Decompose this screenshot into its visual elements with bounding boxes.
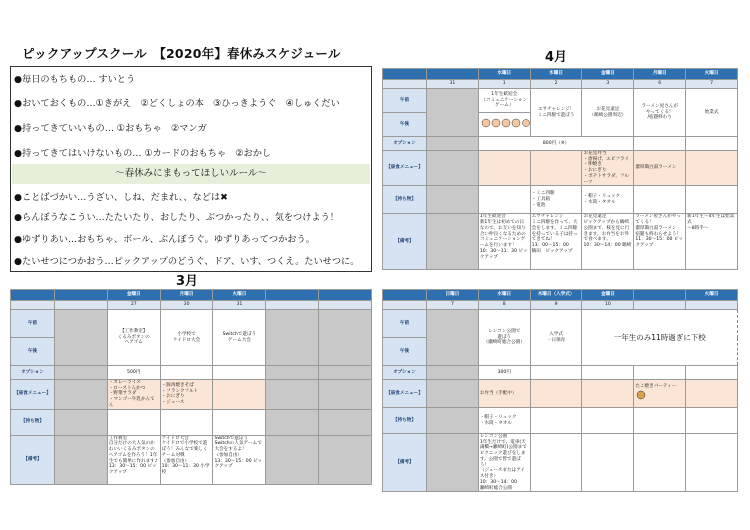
option-price: 500円 — [107, 366, 160, 380]
date-cell: 1 — [478, 80, 530, 89]
meal-cell: ・カレーライス ・ローストんかつ ・野菜サラダ ・マンゴー牛乳かんてん — [107, 380, 160, 410]
day-header — [319, 290, 372, 301]
day-off-cell — [319, 310, 372, 366]
day-off-cell — [319, 409, 372, 435]
items-cell — [213, 409, 266, 435]
empty-cell — [686, 366, 738, 380]
meal-cell: お弁当（手配中） — [478, 380, 530, 408]
day-header: 木曜日 — [530, 69, 582, 80]
items-cell — [478, 186, 530, 214]
day-off-cell — [266, 310, 319, 366]
day-header: 金曜日 — [107, 290, 160, 301]
day-off-cell — [427, 137, 479, 151]
meal-cell — [530, 380, 582, 408]
row-label-am: 午前 — [383, 89, 427, 113]
notes-cell: お花見遠足 ピックアップから鶴崎公園まで、桜を見に行きます。お弁当をお外で食べます。 10：30～14：00 鶴崎 — [582, 214, 634, 270]
month-title-april: 4月 — [545, 50, 568, 65]
notes-cell: 1年生歓迎会 新1年生は初めての日なので、お互いを知り合い仲良くなるためのコミュニケーションゲームを行います！ 10：30～11：30 ピックアップ — [478, 214, 530, 270]
items-cell — [582, 408, 634, 434]
day-off-cell — [266, 380, 319, 410]
notes-cell — [530, 434, 582, 492]
day-off-cell — [427, 380, 479, 408]
rule-violence: ●らんぼうなこうい…たたいたり、おしたり、ぶつかったり、、気をつけよう！ — [14, 212, 339, 223]
announcement-cell — [582, 310, 738, 366]
day-off-cell — [427, 434, 479, 492]
rule-sharing: ●ゆずりあい…おもちゃ、ボール、ぶんぼうぐ。ゆずりあってつかおう。 — [14, 234, 315, 245]
items-cell — [107, 409, 160, 435]
items-cell — [160, 409, 213, 435]
rule-keep-items: ●おいておくもの…①きがえ ②どくしょの本 ③ひっきようぐ ④しゅくだい — [14, 98, 340, 109]
date-cell: 2 — [530, 80, 582, 89]
empty-cell — [213, 366, 266, 380]
items-cell: ・ミニ四駆 ・工具箱 ・電池 — [530, 186, 582, 214]
page-title: ピックアップスクール 【2020年】春休みスケジュール — [22, 46, 341, 61]
activity-cell: 始業式 — [686, 89, 738, 137]
empty-cell — [634, 137, 686, 151]
corner-cell — [383, 69, 427, 80]
option-price: 800円（※） — [478, 137, 633, 151]
meal-cell — [582, 380, 634, 408]
row-label-notes: 【備考】 — [383, 434, 427, 492]
date-cell — [55, 301, 108, 310]
rule-care: ●たいせつにつかおう…ピックアップのどうぐ、ドア、いす、つくえ。たいせつに。 — [14, 256, 360, 267]
activity-cell: お花見遠足 （鶴崎公園周辺） — [582, 89, 634, 137]
items-cell — [686, 186, 738, 214]
date-cell: 9 — [530, 301, 582, 310]
date-cell — [266, 301, 319, 310]
activity-cell: 小学校で ケイドロ大会 — [160, 310, 213, 366]
row-label-am: 午前 — [11, 310, 55, 338]
month-title-march: 3月 — [176, 274, 199, 289]
meal-cell — [478, 151, 530, 186]
day-header: 金曜日 — [582, 290, 634, 301]
day-header: 火曜日 — [686, 290, 738, 301]
row-label-meal: 【昼食メニュー】 — [11, 380, 55, 410]
activity-cell: Switchで遊ぼう ゲーム大会 — [213, 310, 266, 366]
rule-daily-items: ●毎日のもちもの… すいとう — [14, 74, 136, 85]
date-cell: 27 — [107, 301, 160, 310]
empty-cell — [160, 366, 213, 380]
date-cell: 31 — [427, 80, 479, 89]
empty-cell — [634, 366, 686, 380]
date-cell — [319, 301, 372, 310]
date-cell: 7 — [427, 301, 479, 310]
date-cell: 10 — [582, 301, 634, 310]
items-cell — [530, 408, 582, 434]
date-cell: 7 — [686, 80, 738, 89]
meal-cell — [634, 380, 686, 408]
day-off-cell — [55, 409, 108, 435]
notes-cell: レンコン公園 1年生だけで、電車(天満橋→瀬崎町)公園までピクニック遊びをします。公園で皆で遊ぼう！ （ジュースまたはアイス付き） 10：30～14：00 瀬崎町総合公園 — [478, 434, 530, 492]
items-cell: ・帽子・リュック ・水筒・タオル — [478, 408, 530, 434]
meal-text: たこ焼きパーティー — [635, 384, 677, 390]
day-off-cell — [427, 89, 479, 137]
date-cell: 6 — [634, 80, 686, 89]
day-off-cell — [427, 408, 479, 434]
row-label-option: オプション — [383, 366, 427, 380]
date-cell: 3 — [582, 80, 634, 89]
day-off-cell — [55, 435, 108, 484]
day-off-cell — [427, 310, 479, 366]
april-week1-table — [382, 68, 738, 270]
day-header — [427, 69, 479, 80]
meal-cell: お花見弁当 ・唐揚げ、エビフライ ・卵焼き ・おにぎり ・ポテトサラダ、フルーツ — [582, 151, 634, 186]
activity-cell: 入学式 一日保育 — [530, 310, 582, 366]
date-cell — [686, 301, 738, 310]
notes-cell: Switchで遊ぼう Switchの人気ゲームで大会をするよ！ （参加自由） 13：30～15：00 ピックアップ — [213, 435, 266, 484]
day-off-cell — [319, 380, 372, 410]
notes-cell: エサチャレンジ ミニ四駆を作って、大会をします。ミニ四駆を持っている子は持ってきてね！ 13：00～15：00 鶴田 ピックアップ — [530, 214, 582, 270]
meal-cell — [530, 151, 582, 186]
row-label-meal: 【昼食メニュー】 — [383, 151, 427, 186]
date-cell: 31 — [213, 301, 266, 310]
date-cell: 30 — [160, 301, 213, 310]
day-header: 日曜日 — [427, 290, 479, 301]
day-header — [634, 290, 686, 301]
row-label-pm: 午後 — [11, 338, 55, 366]
row-label-meal: 【昼食メニュー】 — [383, 380, 427, 408]
children-illustration — [480, 116, 530, 130]
notes-cell — [686, 434, 738, 492]
corner-cell — [383, 80, 427, 89]
date-cell: 8 — [478, 301, 530, 310]
day-off-cell — [427, 366, 479, 380]
empty-cell — [582, 366, 634, 380]
day-header: 月曜日 — [160, 290, 213, 301]
row-label-notes: 【備考】 — [383, 214, 427, 270]
row-label-items: 【持ち物】 — [383, 186, 427, 214]
rules-box — [10, 66, 372, 272]
notes-cell — [634, 434, 686, 492]
row-label-pm: 午後 — [383, 113, 427, 137]
day-header: 水曜日 — [478, 290, 530, 301]
meal-cell: ・豚肉焼きそば ・フランクフルト ・おにぎり ・ジュース — [160, 380, 213, 410]
activity-cell: ラーメン屋さんが やってくる！ /宿題終わり — [634, 89, 686, 137]
day-header: 金曜日 — [582, 69, 634, 80]
day-off-cell — [266, 435, 319, 484]
april-week2-table — [382, 289, 738, 492]
row-label-pm: 午後 — [383, 338, 427, 366]
corner-cell — [11, 301, 55, 310]
day-off-cell — [319, 366, 372, 380]
meal-cell — [686, 380, 738, 408]
row-label-items: 【持ち物】 — [383, 408, 427, 434]
items-cell — [634, 408, 686, 434]
row-label-notes: 【備考】 — [11, 435, 55, 484]
items-cell — [686, 408, 738, 434]
corner-cell — [383, 301, 427, 310]
empty-cell — [530, 366, 582, 380]
day-header: 木曜日（入学式） — [530, 290, 582, 301]
row-label-option: オプション — [383, 137, 427, 151]
rule-language: ●ことばづかい…うざい、しね、だまれ、、などは✖ — [14, 192, 228, 203]
option-price: 300円 — [478, 366, 530, 380]
activity-cell: 【工作教室】 くるみボタンの ヘアゴム — [107, 310, 160, 366]
items-cell — [634, 186, 686, 214]
notes-cell: ラーメン屋さんがやってくる！ 濃厚鶏白湯ラーメン 宿題も終わらせよう！ 11：30～15：00 ピックアップ — [634, 214, 686, 270]
takoyaki-icon — [635, 390, 647, 400]
row-label-am: 午前 — [383, 310, 427, 338]
day-off-cell — [55, 310, 108, 366]
day-header: 火曜日 — [213, 290, 266, 301]
day-off-cell — [55, 380, 108, 410]
day-off-cell — [55, 366, 108, 380]
notes-cell: 新1年生～4年生は始業式 〜8時半～ — [686, 214, 738, 270]
announcement-text: 一年生のみ11時過ぎに下校 — [613, 332, 706, 342]
day-header — [266, 290, 319, 301]
corner-cell — [383, 290, 427, 301]
activity-cell: レンコン公園で 遊ぼう （瀬崎町総合公園） — [478, 310, 530, 366]
items-cell: ・帽子・リュック ・水筒・タオル — [582, 186, 634, 214]
day-header: 月曜日 — [634, 69, 686, 80]
day-header — [55, 290, 108, 301]
rule-allowed-items: ●持ってきていいもの… ①おもちゃ ②マンガ — [14, 123, 207, 134]
day-off-cell — [427, 214, 479, 270]
meal-cell — [213, 380, 266, 410]
rules-banner: ～春休みにまもってほしいルール～ — [12, 164, 370, 184]
row-label-items: 【持ち物】 — [11, 409, 55, 435]
day-off-cell — [266, 409, 319, 435]
day-off-cell — [427, 151, 479, 186]
day-off-cell — [266, 366, 319, 380]
notes-cell: ケイドロ大会 ケイドロで小学校で遊ぼう！みんなで楽しくチーム対戦 （参加自由） 10：30～11：30 小学校 — [160, 435, 213, 484]
day-off-cell — [427, 186, 479, 214]
notes-cell: 工作教室 自分だけの大人気のかわいいくるみボタンのヘアゴムを作ろう！1年生でも簡単に作れます♪ 13：30～15：00 ピックアップ — [107, 435, 160, 484]
day-header: 水曜日 — [478, 69, 530, 80]
notes-cell — [582, 434, 634, 492]
activity-cell: 1年生歓迎会 （コミュニケーションゲーム） — [478, 89, 530, 113]
rule-forbidden-items: ●持ってきてはいけないもの… ①カードのおもちゃ ②おかし — [14, 148, 272, 159]
meal-cell: 濃厚鶏白湯ラーメン — [634, 151, 686, 186]
corner-cell — [11, 290, 55, 301]
day-off-cell — [319, 435, 372, 484]
march-table — [10, 289, 372, 485]
activity-cell: エサチャレンジ！ ミニ四駆で遊ぼう — [530, 89, 582, 137]
meal-cell — [686, 151, 738, 186]
empty-cell — [686, 137, 738, 151]
day-header: 火曜日 — [686, 69, 738, 80]
illustration-cell — [478, 113, 530, 137]
date-cell — [634, 301, 686, 310]
row-label-option: オプション — [11, 366, 55, 380]
